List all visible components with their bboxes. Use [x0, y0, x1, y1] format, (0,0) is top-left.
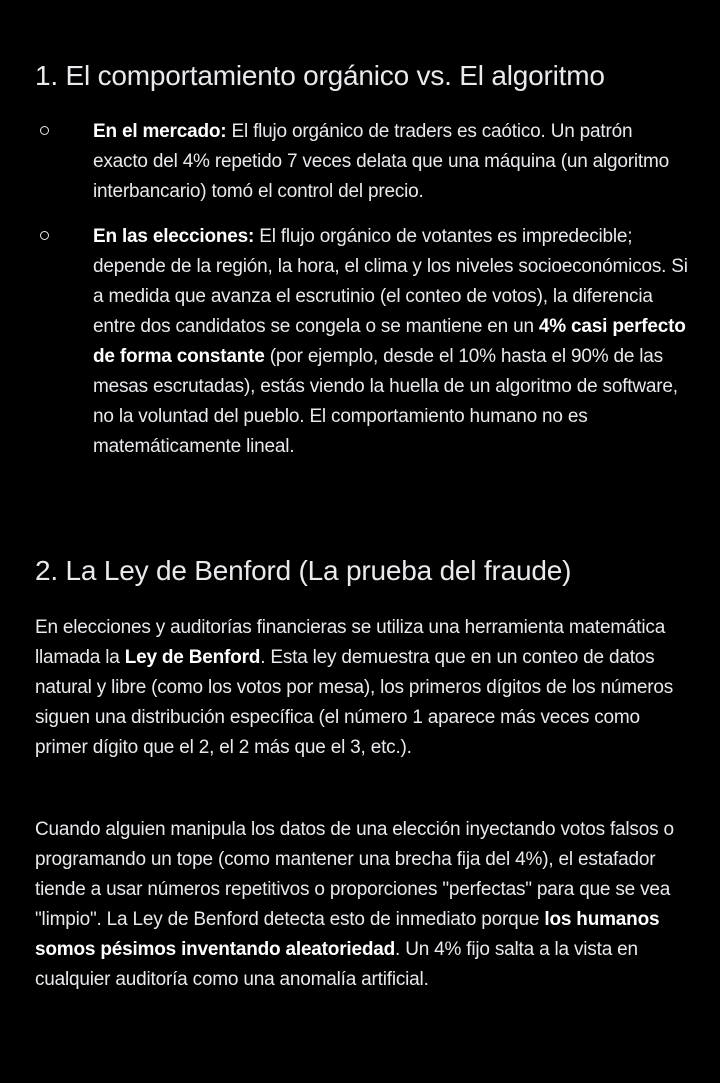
bullet-list: [35, 117, 690, 477]
item-label: En las elecciones:: [93, 226, 255, 247]
paragraph-emphasis: Ley de Benford: [124, 647, 261, 668]
paragraph-text: . Un 4% fijo salta a la vista en cualquier auditoría como una anomalía artificial.: [35, 939, 638, 990]
item-text: El flujo orgánico de traders es caótico. Un patrón exacto del 4% repetido 7 veces delata que una máquina (un algoritmo interbancario) tomó el control del precio.: [93, 121, 669, 202]
list-item: [35, 222, 690, 462]
item-text: El flujo orgánico de votantes es impredecible; depende de la región, la hora, el clima y los niveles socioeconómicos. Si a medida que avanza el escrutinio (el conteo de votos), la diferencia entre dos candidatos se congela o se mantiene en un: [93, 226, 688, 337]
section-heading-benford-law: 2. La Ley de Benford (La prueba del fraude): [35, 555, 572, 586]
item-label: En el mercado:: [93, 121, 227, 142]
item-text: (por ejemplo, desde el 10% hasta el 90% de las mesas escrutadas), estás viendo la huella de un algoritmo de software, no la voluntad del pueblo. El comportamiento humano no es matemáticamente lineal.: [93, 346, 678, 457]
paragraph-benford-fraud: [35, 815, 690, 995]
paragraph-benford-intro: [35, 613, 690, 763]
paragraph-text: . Esta ley demuestra que en un conteo de datos natural y libre (como los votos por mesa), los primeros dígitos de los números siguen una distribución específica (el número 1 aparece más veces como primer dígito que el 2, el 2 más que el 3, etc.).: [35, 647, 674, 758]
hollow-circle-bullet-icon: [40, 126, 49, 135]
hollow-circle-bullet-icon: [40, 231, 49, 240]
paragraph-emphasis: los humanos somos pésimos inventando aleatoriedad: [35, 909, 660, 960]
paragraph-text: En elecciones y auditorías financieras se utiliza una herramienta matemática llamada la: [35, 617, 666, 668]
paragraph-text: Cuando alguien manipula los datos de una elección inyectando votos falsos o programando un tope (como mantener una brecha fija del 4%), el estafador tiende a usar números repetitivos o proporciones "perfectas" para que se vea "limpio". La Ley de Benford detecta esto de inmediato porque: [35, 819, 674, 930]
item-emphasis: 4% casi perfecto de forma constante: [93, 316, 686, 367]
section-heading-organic-vs-algorithm: 1. El comportamiento orgánico vs. El algoritmo: [35, 60, 605, 91]
list-item: [35, 117, 690, 207]
